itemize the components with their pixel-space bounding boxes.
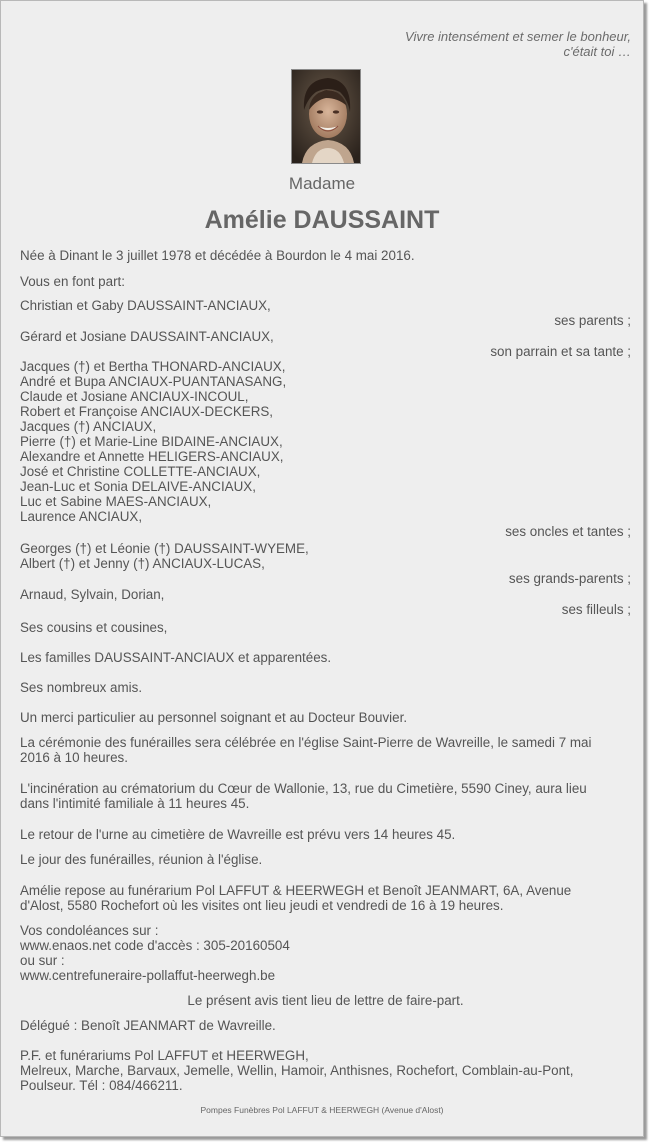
announce-line: Vous en font part: <box>20 274 125 289</box>
family-names: Christian et Gaby DAUSSAINT-ANCIAUX, <box>20 298 271 313</box>
cousins-line: Ses cousins et cousines, <box>20 620 168 635</box>
condolences-site-1: www.enaos.net code d'accès : 305-20160504 <box>20 938 290 953</box>
relation-label: ses parents ; <box>554 313 631 328</box>
rest-paragraph: Amélie repose au funérarium Pol LAFFUT & HEERWEGH et Benoît JEANMART, 6A, Avenue d'Alost, 5580 Rochefort où les visites ont lieu jeudi et vendredi de 16 à 19 heures. <box>20 883 572 913</box>
family-names: Robert et Françoise ANCIAUX-DECKERS, <box>20 404 274 419</box>
family-names: Georges (†) et Léonie (†) DAUSSAINT-WYEME, <box>20 541 309 556</box>
honorific: Madame <box>288 174 356 193</box>
relation-label: ses filleuls ; <box>561 602 631 617</box>
ceremony-paragraph: La cérémonie des funérailles sera célébrée en l'église Saint-Pierre de Wavreille, le samedi 7 mai 2016 à 10 heures. <box>20 735 592 765</box>
friends-line: Ses nombreux amis. <box>20 680 143 695</box>
family-parents <box>20 298 631 328</box>
quote-line-2: c'était toi … <box>563 44 631 59</box>
portrait-image <box>292 70 360 163</box>
condolences-intro: Vos condoléances sur : <box>20 923 159 938</box>
condolences-block <box>20 923 631 983</box>
portrait-photo <box>291 69 361 164</box>
relation-label: ses grands-parents ; <box>508 571 631 586</box>
family-godparents <box>20 329 631 359</box>
relation-label: ses oncles et tantes ; <box>505 524 631 539</box>
family-names: Arnaud, Sylvain, Dorian, <box>20 587 165 602</box>
quote-line-1: Vivre intensément et semer le bonheur, <box>405 29 631 44</box>
relation-label: son parrain et sa tante ; <box>490 344 631 359</box>
reunion-line: Le jour des funérailles, réunion à l'église. <box>20 852 263 867</box>
family-names: Claude et Josiane ANCIAUX-INCOUL, <box>20 389 249 404</box>
footer-credit: Pompes Funèbres Pol LAFFUT & HEERWEGH (Avenue d'Alost) <box>200 1105 444 1115</box>
thanks-line: Un merci particulier au personnel soignant et au Docteur Bouvier. <box>20 710 408 725</box>
family-names: Laurence ANCIAUX, <box>20 509 143 524</box>
cremation-paragraph: L'incinération au crématorium du Cœur de Wallonie, 13, rue du Cimetière, 5590 Ciney, aura lieu dans l'intimité familiale à 11 heures 45. <box>20 781 587 811</box>
family-uncles <box>20 359 631 539</box>
birth-death-line: Née à Dinant le 3 juillet 1978 et décédée à Bourdon le 4 mai 2016. <box>20 248 415 263</box>
family-names: José et Christine COLLETTE-ANCIAUX, <box>20 464 261 479</box>
family-names: Pierre (†) et Marie-Line BIDAINE-ANCIAUX, <box>20 434 283 449</box>
family-grandparents <box>20 541 631 586</box>
condolences-site-2: www.centrefuneraire-pollaffut-heerwegh.be <box>20 968 276 983</box>
urn-line: Le retour de l'urne au cimetière de Wavreille est prévu vers 14 heures 45. <box>20 827 456 842</box>
family-names: André et Bupa ANCIAUX-PUANTANASANG, <box>20 374 287 389</box>
notice-line: Le présent avis tient lieu de lettre de faire-part. <box>187 993 464 1008</box>
family-names: Albert (†) et Jenny (†) ANCIAUX-LUCAS, <box>20 556 265 571</box>
funeral-home-block: P.F. et funérariums Pol LAFFUT et HEERWEGH, Melreux, Marche, Barvaux, Jemelle, Wellin, Hamoir, Anthisnes, Rochefort, Comblain-au-Pont, Poulseur. Tél : 084/466211. <box>20 1048 574 1093</box>
family-names: Jacques (†) ANCIAUX, <box>20 419 157 434</box>
family-godchildren <box>20 587 631 617</box>
epigraph-quote <box>405 29 631 59</box>
family-names: Jacques (†) et Bertha THONARD-ANCIAUX, <box>20 359 286 374</box>
delegate-line: Délégué : Benoît JEANMART de Wavreille. <box>20 1018 276 1033</box>
family-names: Gérard et Josiane DAUSSAINT-ANCIAUX, <box>20 329 274 344</box>
family-names: Alexandre et Annette HELIGERS-ANCIAUX, <box>20 449 284 464</box>
family-names: Jean-Luc et Sonia DELAIVE-ANCIAUX, <box>20 479 256 494</box>
families-line: Les familles DAUSSAINT-ANCIAUX et apparentées. <box>20 650 332 665</box>
condolences-or: ou sur : <box>20 953 65 968</box>
family-names: Luc et Sabine MAES-ANCIAUX, <box>20 494 212 509</box>
deceased-name: Amélie DAUSSAINT <box>204 206 440 234</box>
